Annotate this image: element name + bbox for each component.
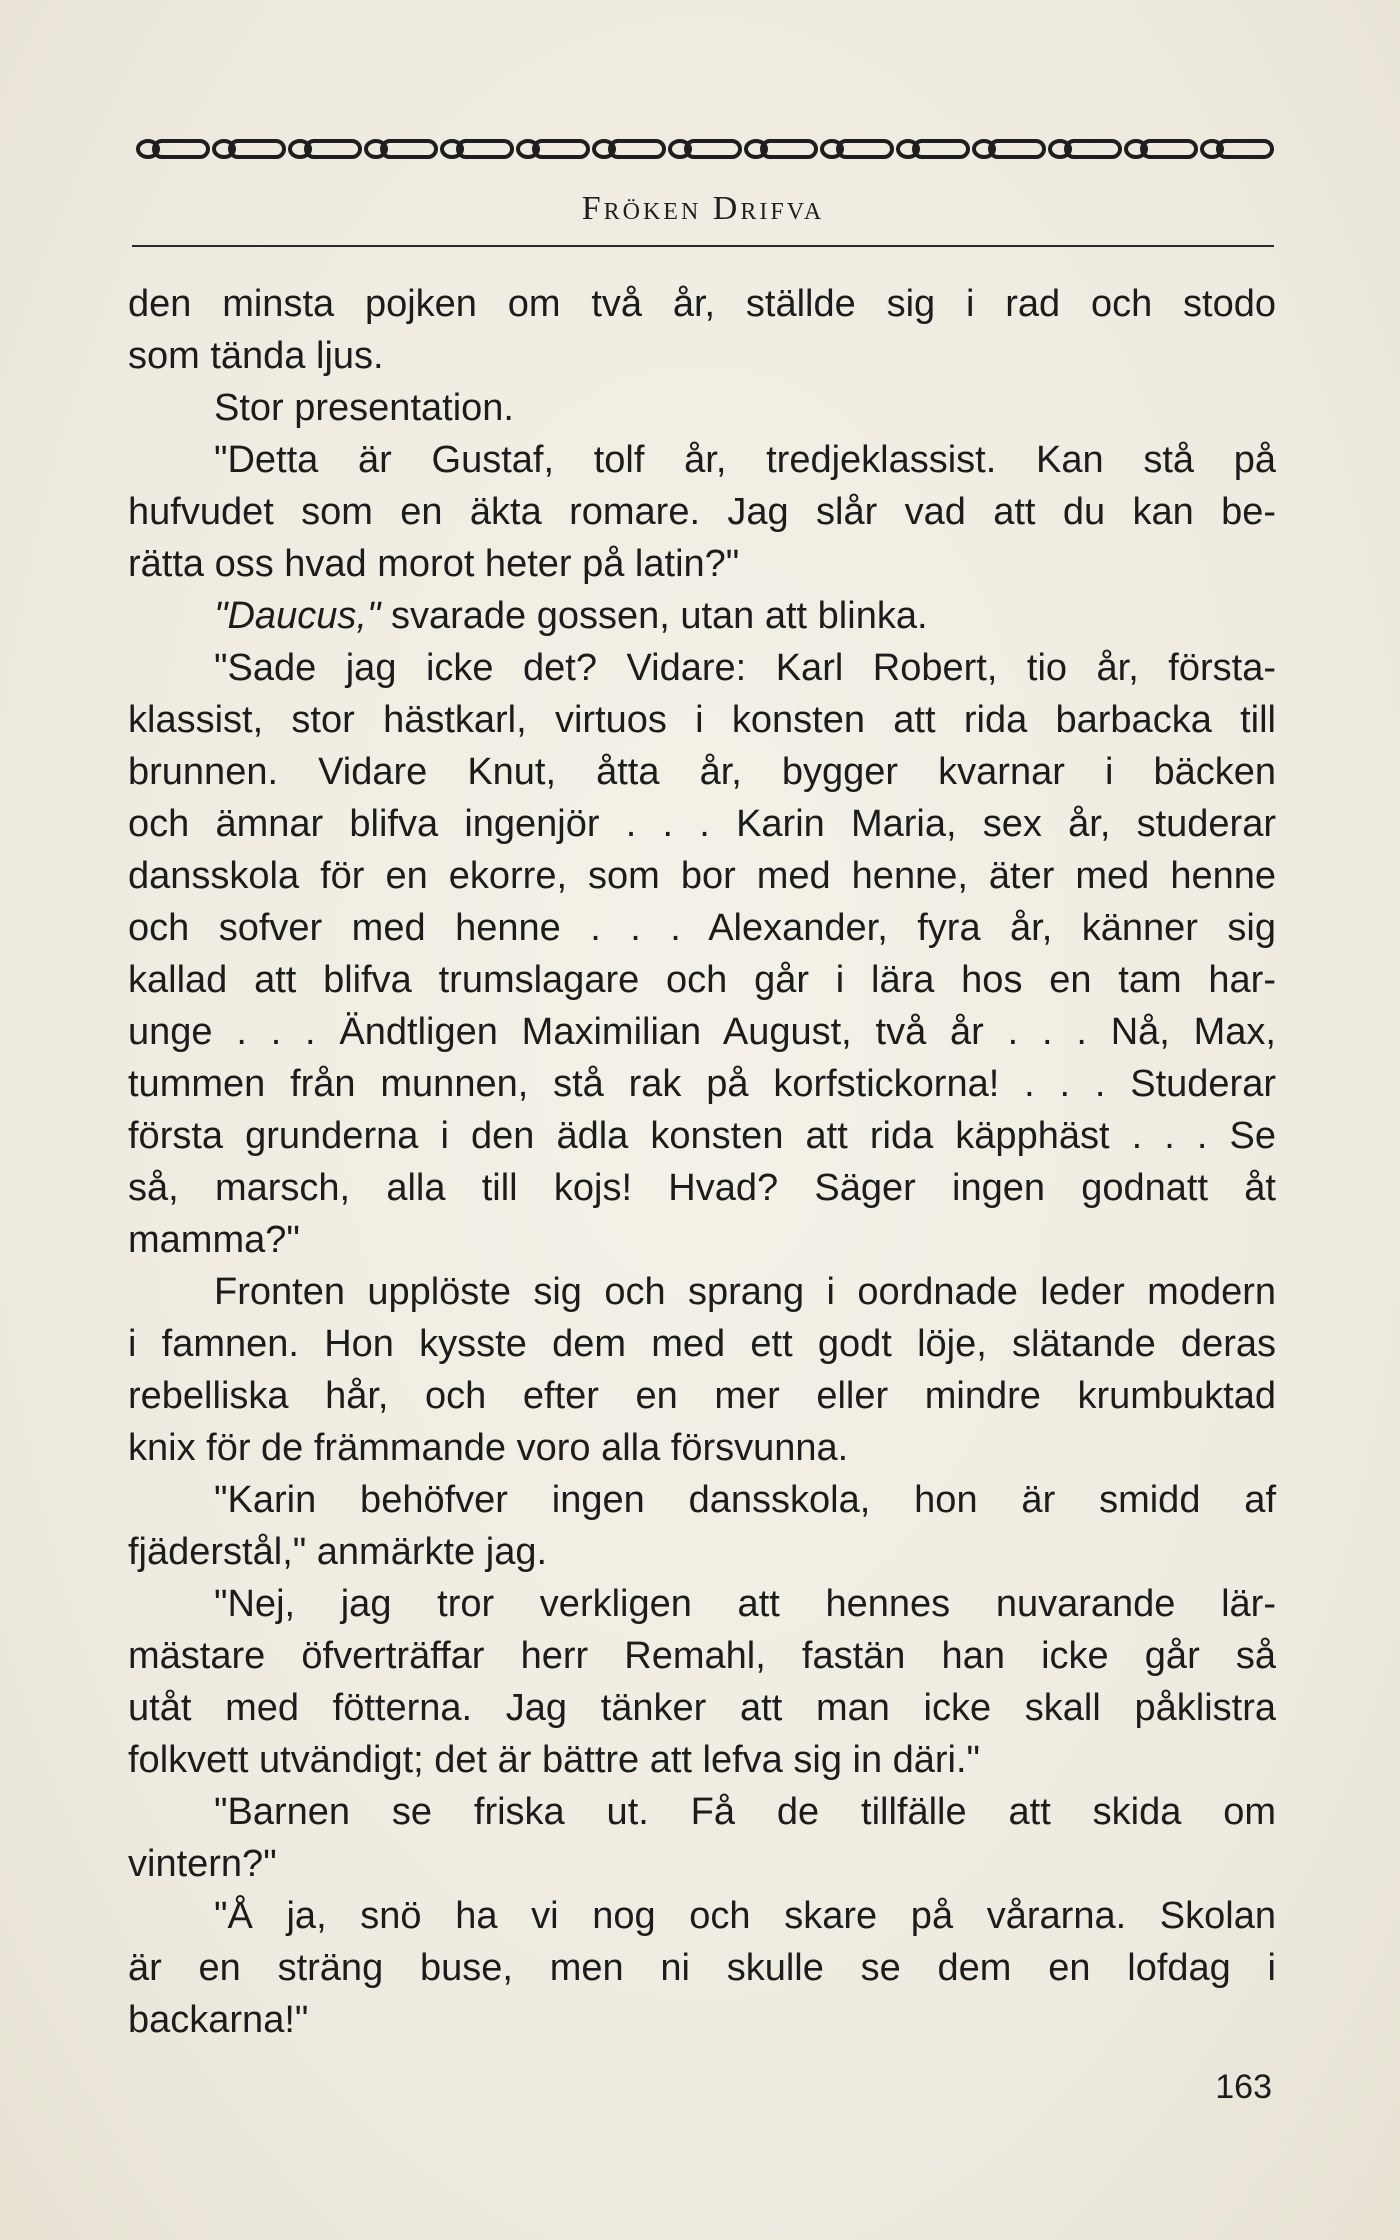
chain-link bbox=[914, 141, 968, 157]
chain-link bbox=[1066, 141, 1120, 157]
text-line: hufvudet som en äkta romare. Jag slår vad att du kan be- bbox=[128, 491, 1276, 533]
text-line: i famnen. Hon kysste dem med ett godt löje, slätande deras bbox=[128, 1323, 1276, 1365]
text-line: "Sade jag icke det? Vidare: Karl Robert, tio år, första- bbox=[214, 647, 1276, 689]
text-line: som tända ljus. bbox=[128, 335, 384, 377]
text-line: unge . . . Ändtligen Maximilian August, två år . . . Nå, Max, bbox=[128, 1011, 1276, 1053]
text-line: "Å ja, snö ha vi nog och skare på vårarna. Skolan bbox=[214, 1895, 1276, 1937]
text-line: rebelliska hår, och efter en mer eller mindre krumbuktad bbox=[128, 1375, 1276, 1417]
text-line: mästare öfverträffar herr Remahl, fastän han icke går så bbox=[128, 1635, 1276, 1677]
text-line: dansskola för en ekorre, som bor med henne, äter med henne bbox=[128, 855, 1276, 897]
text-line: klassist, stor hästkarl, virtuos i konsten att rida barbacka till bbox=[128, 699, 1276, 741]
chain-link bbox=[1142, 141, 1196, 157]
text-line: backarna!" bbox=[128, 1999, 309, 2041]
text-line: är en sträng buse, men ni skulle se dem en lofdag i bbox=[128, 1947, 1276, 1989]
text-line: första grunderna i den ädla konsten att rida käpphäst . . . Se bbox=[128, 1115, 1276, 1157]
chain-link bbox=[1218, 141, 1272, 157]
chain-ornament-border bbox=[132, 136, 1274, 162]
text-line: folkvett utvändigt; det är bättre att lefva sig in däri." bbox=[128, 1739, 981, 1781]
text-line: "Nej, jag tror verkligen att hennes nuvarande lär- bbox=[214, 1583, 1276, 1625]
text-line: tummen från munnen, stå rak på korfstickorna! . . . Studerar bbox=[128, 1063, 1276, 1105]
text-line: rätta oss hvad morot heter på latin?" bbox=[128, 543, 740, 585]
chain-link bbox=[382, 141, 436, 157]
chain-link bbox=[306, 141, 360, 157]
header-rule bbox=[132, 245, 1274, 247]
text-line: "Detta är Gustaf, tolf år, tredjeklassist. Kan stå på bbox=[214, 439, 1276, 481]
text-line: kallad att blifva trumslagare och går i lära hos en tam har- bbox=[128, 959, 1276, 1001]
text-line: utåt med fötterna. Jag tänker att man icke skall påklistra bbox=[128, 1687, 1276, 1729]
text-line: knix för de främmande voro alla försvunna. bbox=[128, 1427, 849, 1469]
chain-link bbox=[154, 141, 208, 157]
text-line: mamma?" bbox=[128, 1219, 300, 1261]
running-head: Fröken Drifva bbox=[581, 190, 825, 227]
text-line: och ämnar blifva ingenjör . . . Karin Maria, sex år, studerar bbox=[128, 803, 1276, 845]
text-line: Stor presentation. bbox=[214, 387, 514, 429]
text-line: "Daucus," svarade gossen, utan att blinka. bbox=[214, 595, 928, 637]
text-line: "Karin behöfver ingen dansskola, hon är smidd af bbox=[214, 1479, 1276, 1521]
chain-link bbox=[838, 141, 892, 157]
text-line: "Barnen se friska ut. Få de tillfälle att skida om bbox=[214, 1791, 1276, 1833]
text-line: och sofver med henne . . . Alexander, fyra år, känner sig bbox=[128, 907, 1276, 949]
text-line: den minsta pojken om två år, ställde sig i rad och stodo bbox=[128, 283, 1276, 325]
italic-latin-word: "Daucus," bbox=[214, 595, 381, 637]
text-line: så, marsch, alla till kojs! Hvad? Säger ingen godnatt åt bbox=[128, 1167, 1276, 1209]
text-line: vintern?" bbox=[128, 1843, 277, 1885]
text-line: brunnen. Vidare Knut, åtta år, bygger kvarnar i bäcken bbox=[128, 751, 1276, 793]
chain-link bbox=[686, 141, 740, 157]
chain-link bbox=[990, 141, 1044, 157]
chain-link bbox=[230, 141, 284, 157]
page-number: 163 bbox=[1215, 2068, 1272, 2106]
text-line: Fronten upplöste sig och sprang i oordnade leder modern bbox=[214, 1271, 1276, 1313]
chain-link bbox=[534, 141, 588, 157]
text-line: fjäderstål," anmärkte jag. bbox=[128, 1531, 548, 1573]
chain-link bbox=[458, 141, 512, 157]
body-text bbox=[128, 278, 1276, 2046]
chain-link bbox=[762, 141, 816, 157]
chain-link bbox=[610, 141, 664, 157]
